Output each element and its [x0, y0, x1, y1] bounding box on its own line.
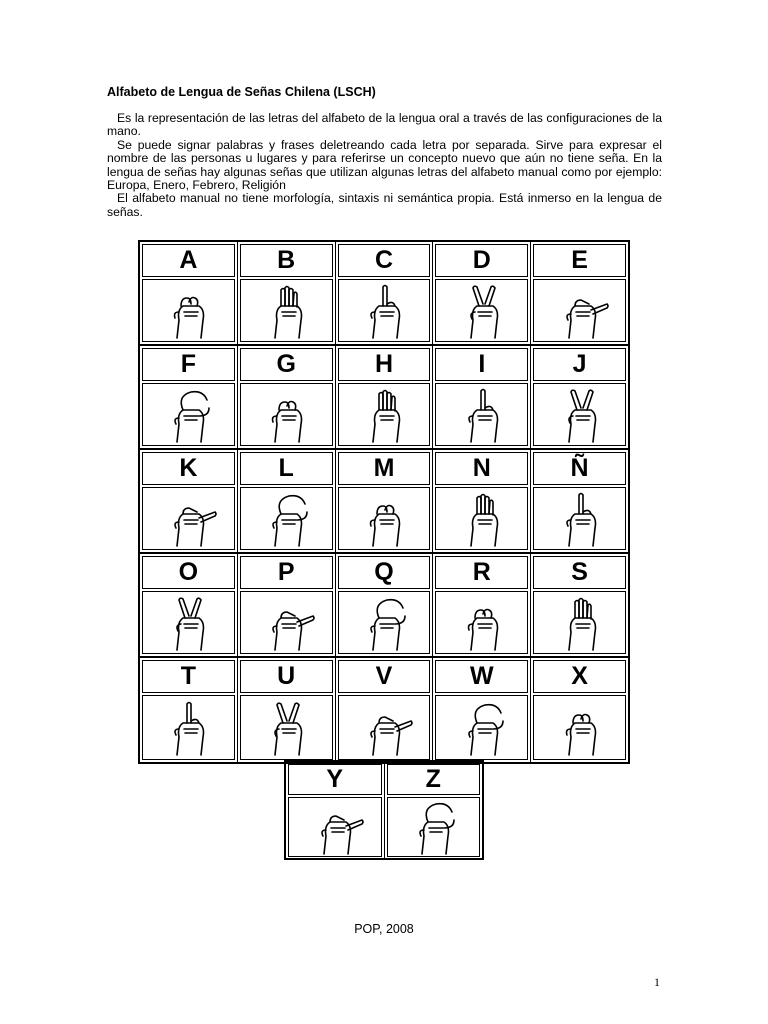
- hand-sign-image: [288, 797, 382, 857]
- hand-sign-icon: [353, 282, 415, 340]
- hand-sign-icon: [451, 282, 513, 340]
- letter-cell: [238, 450, 336, 552]
- letter-label: L: [240, 452, 333, 485]
- hand-sign-icon: [255, 699, 317, 757]
- hand-sign-image: [533, 383, 626, 446]
- hand-sign-icon: [451, 699, 513, 757]
- alphabet-row: [140, 554, 628, 658]
- page-number: 1: [654, 975, 660, 989]
- letter-cell: [140, 658, 238, 762]
- letter-cell: [140, 346, 238, 448]
- letter-label: A: [142, 244, 235, 277]
- hand-sign-image: [142, 383, 235, 446]
- letter-cell: [433, 242, 531, 344]
- letter-label: M: [338, 452, 431, 485]
- letter-label: O: [142, 556, 235, 589]
- hand-sign-image: [338, 279, 431, 342]
- letter-label: T: [142, 660, 235, 693]
- hand-sign-icon: [549, 490, 611, 548]
- hand-sign-icon: [255, 282, 317, 340]
- hand-sign-icon: [451, 386, 513, 444]
- hand-sign-image: [338, 383, 431, 446]
- letter-label: G: [240, 348, 333, 381]
- hand-sign-icon: [402, 798, 464, 856]
- hand-sign-image: [435, 487, 528, 550]
- hand-sign-image: [435, 279, 528, 342]
- hand-sign-icon: [451, 594, 513, 652]
- letter-cell: [336, 242, 434, 344]
- letter-cell: [531, 658, 628, 762]
- letter-label: N: [435, 452, 528, 485]
- hand-sign-image: [240, 695, 333, 760]
- hand-sign-icon: [353, 386, 415, 444]
- letter-cell: [286, 762, 385, 858]
- letter-cell: [385, 762, 483, 858]
- hand-sign-image: [533, 591, 626, 654]
- hand-sign-image: [240, 383, 333, 446]
- letter-cell: [531, 346, 628, 448]
- hand-sign-icon: [157, 490, 219, 548]
- letter-cell: [140, 242, 238, 344]
- hand-sign-image: [142, 487, 235, 550]
- intro-paragraph: Se puede signar palabras y frases deletreando cada letra por separada. Sirve para expresar el nombre de las personas u lugares y para referirse un concepto nuevo que aún no tiene seña. En la lengua de señas hay algunas señas que utilizan algunas letras del alfabeto manual como por ejemplo: Europa, Enero, Febrero, Religión: [107, 137, 662, 193]
- letter-label: I: [435, 348, 528, 381]
- alphabet-row: [140, 658, 628, 762]
- hand-sign-icon: [353, 490, 415, 548]
- letter-label: K: [142, 452, 235, 485]
- hand-sign-image: [435, 383, 528, 446]
- hand-sign-image: [338, 487, 431, 550]
- letter-cell: [336, 554, 434, 656]
- letter-label: Ñ: [533, 452, 626, 485]
- hand-sign-image: [435, 695, 528, 760]
- intro-paragraph: El alfabeto manual no tiene morfología, sintaxis ni semántica propia. Está inmerso en la lengua de señas.: [107, 191, 662, 219]
- letter-label: B: [240, 244, 333, 277]
- hand-sign-icon: [157, 282, 219, 340]
- letter-cell: [531, 554, 628, 656]
- hand-sign-image: [240, 591, 333, 654]
- hand-sign-image: [387, 797, 481, 857]
- hand-sign-icon: [157, 386, 219, 444]
- letter-cell: [433, 554, 531, 656]
- hand-sign-icon: [255, 386, 317, 444]
- letter-cell: [336, 658, 434, 762]
- letter-label: V: [338, 660, 431, 693]
- hand-sign-icon: [304, 798, 366, 856]
- hand-sign-icon: [549, 386, 611, 444]
- hand-sign-image: [533, 695, 626, 760]
- hand-sign-icon: [353, 699, 415, 757]
- letter-label: S: [533, 556, 626, 589]
- letter-cell: [336, 346, 434, 448]
- letter-cell: [238, 554, 336, 656]
- hand-sign-icon: [255, 594, 317, 652]
- hand-sign-image: [142, 279, 235, 342]
- hand-sign-icon: [451, 490, 513, 548]
- letter-cell: [140, 450, 238, 552]
- document-title: Alfabeto de Lengua de Señas Chilena (LSCH): [107, 85, 376, 99]
- letter-label: Q: [338, 556, 431, 589]
- intro-text: [107, 112, 662, 219]
- hand-sign-icon: [549, 594, 611, 652]
- hand-sign-image: [240, 279, 333, 342]
- alphabet-row: [140, 242, 628, 346]
- hand-sign-image: [142, 591, 235, 654]
- alphabet-row: [140, 450, 628, 554]
- hand-sign-image: [338, 591, 431, 654]
- letter-cell: [238, 346, 336, 448]
- hand-sign-image: [533, 279, 626, 342]
- hand-sign-icon: [549, 282, 611, 340]
- alphabet-grid: [138, 240, 630, 764]
- letter-cell: [238, 658, 336, 762]
- letter-cell: [433, 346, 531, 448]
- letter-label: Y: [288, 764, 382, 795]
- letter-cell: [531, 242, 628, 344]
- letter-cell: [433, 450, 531, 552]
- letter-label: J: [533, 348, 626, 381]
- hand-sign-icon: [255, 490, 317, 548]
- letter-label: C: [338, 244, 431, 277]
- letter-cell: [336, 450, 434, 552]
- hand-sign-image: [142, 695, 235, 760]
- letter-cell: [531, 450, 628, 552]
- letter-label: H: [338, 348, 431, 381]
- letter-label: Z: [387, 764, 481, 795]
- hand-sign-image: [533, 487, 626, 550]
- hand-sign-icon: [157, 699, 219, 757]
- letter-label: D: [435, 244, 528, 277]
- letter-cell: [238, 242, 336, 344]
- hand-sign-image: [435, 591, 528, 654]
- hand-sign-icon: [157, 594, 219, 652]
- letter-label: P: [240, 556, 333, 589]
- letter-label: E: [533, 244, 626, 277]
- alphabet-grid-yz: [284, 760, 484, 860]
- footer-credit: POP, 2008: [354, 922, 414, 936]
- alphabet-row: [140, 346, 628, 450]
- hand-sign-icon: [353, 594, 415, 652]
- hand-sign-icon: [549, 699, 611, 757]
- letter-label: X: [533, 660, 626, 693]
- hand-sign-image: [240, 487, 333, 550]
- letter-cell: [140, 554, 238, 656]
- intro-paragraph: Es la representación de las letras del alfabeto de la lengua oral a través de las configuraciones de la mano.: [107, 111, 662, 139]
- letter-label: R: [435, 556, 528, 589]
- letter-label: F: [142, 348, 235, 381]
- hand-sign-image: [338, 695, 431, 760]
- letter-cell: [433, 658, 531, 762]
- letter-label: U: [240, 660, 333, 693]
- letter-label: W: [435, 660, 528, 693]
